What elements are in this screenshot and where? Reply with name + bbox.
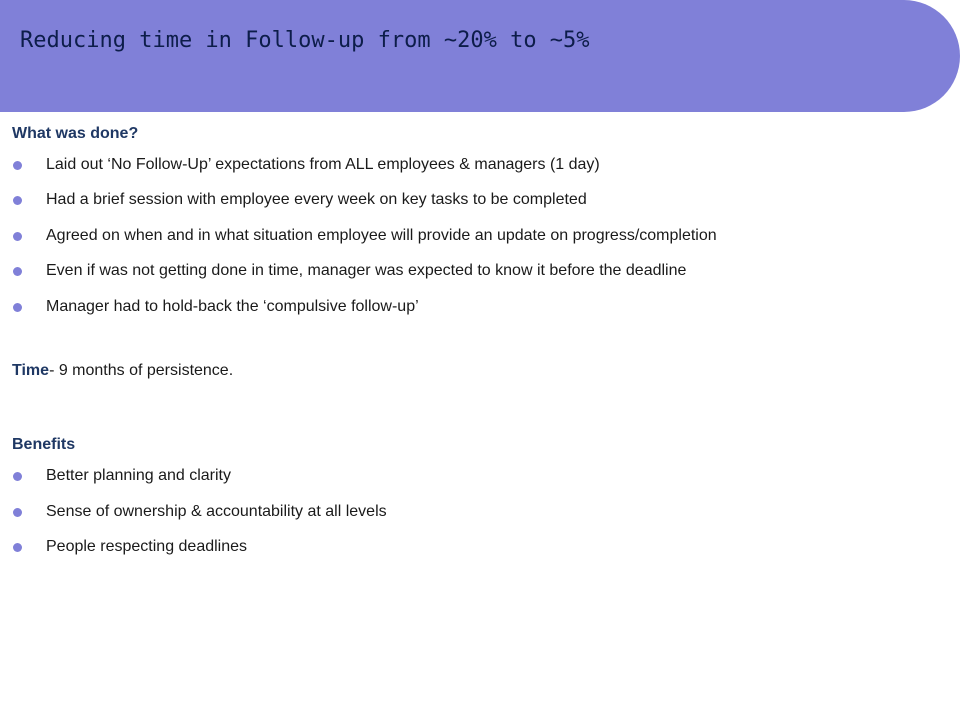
list-item [12, 147, 952, 183]
list-item [12, 218, 952, 254]
slide-title: Reducing time in Follow-up from ~20% to ~5% [20, 28, 590, 53]
slide-content [12, 122, 952, 565]
header-band-fill [0, 0, 860, 112]
bullet-icon [13, 196, 22, 205]
list-item [12, 459, 952, 495]
list-item-text: Agreed on when and in what situation employee will provide an update on progress/completion [46, 226, 717, 244]
list-item [12, 254, 952, 290]
list-item-text: Sense of ownership & accountability at all levels [46, 502, 387, 520]
bullet-icon [13, 472, 22, 481]
what-was-done-heading: What was done? [12, 125, 139, 142]
list-item-text: Even if was not getting done in time, manager was expected to know it before the deadline [46, 262, 687, 280]
list-item-text: Manager had to hold-back the ‘compulsive follow-up’ [46, 297, 419, 315]
bullet-icon [13, 543, 22, 552]
time-text: - 9 months of persistence. [49, 361, 234, 379]
what-was-done-list [12, 147, 952, 325]
bullet-icon [13, 267, 22, 276]
list-item [12, 183, 952, 219]
time-label: Time [12, 361, 50, 379]
list-item [12, 530, 952, 566]
list-item [12, 289, 952, 325]
bullet-icon [13, 161, 22, 170]
list-item-text: Laid out ‘No Follow-Up’ expectations from ALL employees & managers (1 day) [46, 155, 600, 173]
list-item [12, 494, 952, 530]
time-line [12, 359, 952, 383]
bullet-icon [13, 232, 22, 241]
list-item-text: Had a brief session with employee every week on key tasks to be completed [46, 191, 587, 209]
list-item-text: People respecting deadlines [46, 538, 248, 556]
bullet-icon [13, 303, 22, 312]
list-item-text: Better planning and clarity [46, 467, 231, 485]
benefits-heading: Benefits [12, 435, 76, 453]
benefits-list [12, 459, 952, 566]
bullet-icon [13, 508, 22, 517]
